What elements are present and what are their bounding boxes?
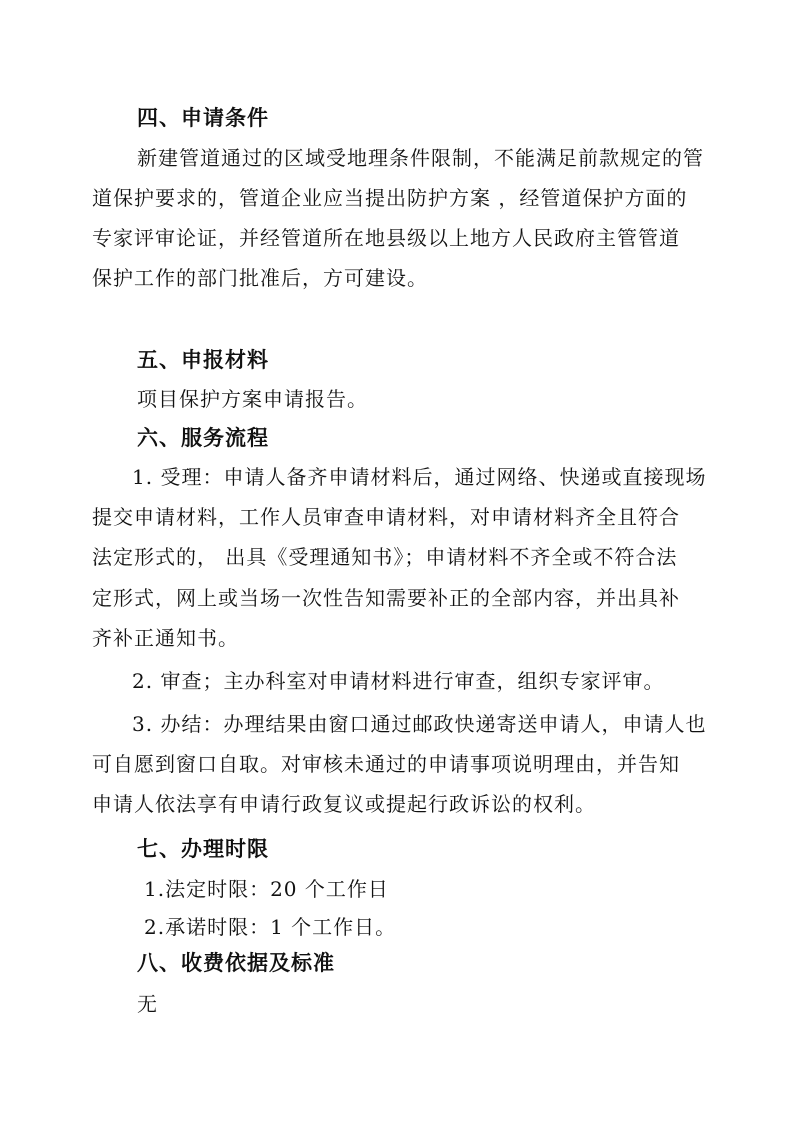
- paragraph-line: 道保护要求的，管道企业应当提出防护方案 ，经管道保护方面的: [92, 186, 688, 210]
- section-heading-application-conditions: 四、申请条件: [137, 106, 269, 130]
- section-heading-materials: 五、申报材料: [137, 348, 269, 372]
- time-limit-line: 1.法定时限：20 个工作日: [144, 877, 389, 901]
- paragraph-line: 申请人依法享有申请行政复议或提起行政诉讼的权利。: [92, 792, 596, 816]
- paragraph-line: 1. 受理：申请人备齐申请材料后，通过网络、快递或直接现场: [132, 465, 707, 489]
- paragraph-line: 提交申请材料，工作人员审查申请材料，对申请材料齐全且符合: [92, 505, 680, 529]
- paragraph-line: 可自愿到窗口自取。对审核未通过的申请事项说明理由，并告知: [92, 752, 680, 776]
- section-heading-service-process: 六、服务流程: [137, 426, 269, 450]
- paragraph-line: 2. 审查；主办科室对申请材料进行审查，组织专家评审。: [132, 669, 665, 693]
- section-heading-fees: 八、收费依据及标准: [137, 951, 335, 975]
- paragraph-line: 项目保护方案申请报告。: [137, 387, 368, 411]
- paragraph-line: 3. 办结：办理结果由窗口通过邮政快递寄送申请人，申请人也: [132, 712, 707, 736]
- paragraph-line: 齐补正通知书。: [92, 626, 239, 650]
- paragraph-line: 专家评审论证，并经管道所在地县级以上地方人民政府主管管道: [92, 226, 680, 250]
- paragraph-line: 定形式，网上或当场一次性告知需要补正的全部内容，并出具补: [92, 586, 680, 610]
- paragraph-line: 无: [137, 992, 158, 1016]
- time-limit-line: 2.承诺时限：1 个工作日。: [144, 915, 397, 939]
- section-heading-time-limit: 七、办理时限: [137, 837, 269, 861]
- paragraph-line: 新建管道通过的区域受地理条件限制，不能满足前款规定的管: [137, 146, 704, 170]
- paragraph-line: 保护工作的部门批准后，方可建设。: [92, 266, 428, 290]
- paragraph-line: 法定形式的， 出具《受理通知书》；申请材料不齐全或不符合法: [92, 545, 678, 569]
